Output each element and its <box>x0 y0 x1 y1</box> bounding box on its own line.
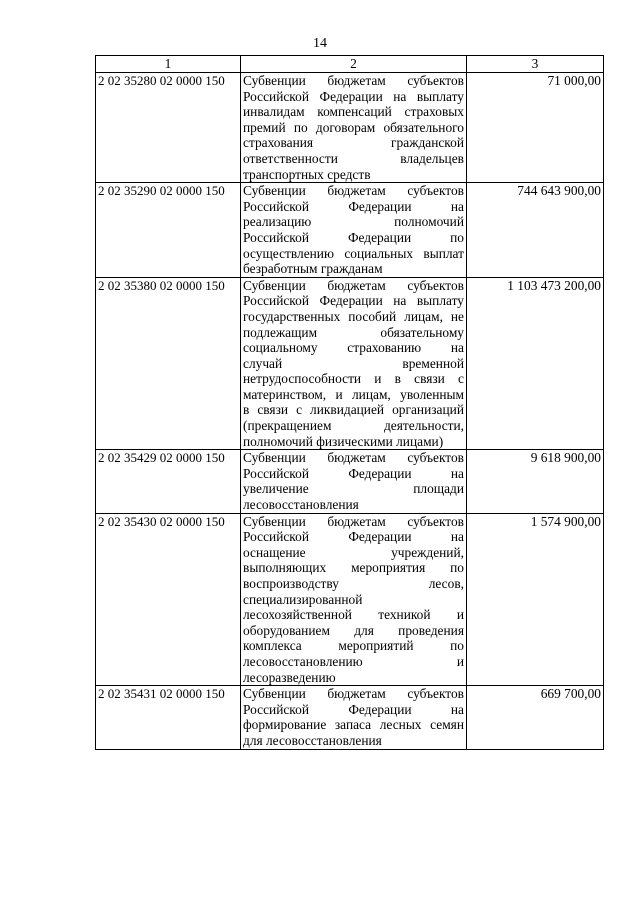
description-line: Российской Федерации на <box>243 529 464 545</box>
description-line: для лесовосстановления <box>243 732 382 748</box>
description-line: безработным гражданам <box>243 261 383 277</box>
description-cell <box>241 73 467 183</box>
description-line: Российской Федерации на <box>243 465 464 481</box>
description-line: (прекращением деятельности, <box>243 418 464 434</box>
table-row <box>96 277 604 450</box>
table-row <box>96 450 604 513</box>
description-line: лесовосстановлению и <box>243 653 464 669</box>
budget-code-cell: 2 02 35430 02 0000 150 <box>96 513 241 686</box>
amount-cell: 1 103 473 200,00 <box>467 277 604 450</box>
description-cell <box>241 450 467 513</box>
table-row <box>96 686 604 749</box>
description-line: формирование запаса лесных семян <box>243 717 464 733</box>
description-line: оборудованием для проведения <box>243 622 464 638</box>
description-line: Субвенции бюджетам субъектов <box>243 183 464 199</box>
description-cell <box>241 686 467 749</box>
description-line: нетрудоспособности и в связи с <box>243 371 464 387</box>
amount-cell: 71 000,00 <box>467 73 604 183</box>
description-line: Российской Федерации на выплату <box>243 293 464 309</box>
budget-code-cell: 2 02 35380 02 0000 150 <box>96 277 241 450</box>
description-line: специализированной <box>243 591 363 607</box>
amount-cell: 669 700,00 <box>467 686 604 749</box>
column-header-1: 1 <box>96 56 241 73</box>
description-line: лесовосстановления <box>243 497 359 513</box>
description-line: увеличение площади <box>243 481 464 497</box>
description-cell <box>241 183 467 278</box>
description-line: премий по договорам обязательного <box>243 119 464 135</box>
description-line: Субвенции бюджетам субъектов <box>243 450 464 466</box>
budget-code-cell: 2 02 35431 02 0000 150 <box>96 686 241 749</box>
description-line: материнством, и лицам, уволенным <box>243 386 464 402</box>
description-line: в связи с ликвидацией организаций <box>243 402 464 418</box>
amount-cell: 9 618 900,00 <box>467 450 604 513</box>
description-line: случай временной <box>243 355 464 371</box>
description-line: транспортных средств <box>243 166 371 182</box>
page-number: 14 <box>313 36 327 51</box>
description-line: подлежащим обязательному <box>243 324 464 340</box>
description-line: ответственности владельцев <box>243 150 464 166</box>
description-line: Субвенции бюджетам субъектов <box>243 513 464 529</box>
table-body <box>96 73 604 750</box>
description-line: комплекса мероприятий по <box>243 638 464 654</box>
budget-code-cell: 2 02 35290 02 0000 150 <box>96 183 241 278</box>
description-line: Российской Федерации на <box>243 701 464 717</box>
description-line: оснащение учреждений, <box>243 544 464 560</box>
description-line: Российской Федерации на <box>243 198 464 214</box>
description-line: полномочий физическими лицами) <box>243 433 444 449</box>
description-line: инвалидам компенсаций страховых <box>243 104 464 120</box>
amount-cell: 1 574 900,00 <box>467 513 604 686</box>
description-line: Субвенции бюджетам субъектов <box>243 686 464 702</box>
table-row <box>96 183 604 278</box>
description-line: выполняющих мероприятия по <box>243 560 464 576</box>
description-cell <box>241 277 467 450</box>
description-line: Российской Федерации по <box>243 229 464 245</box>
description-cell <box>241 513 467 686</box>
description-line: воспроизводству лесов, <box>243 576 464 591</box>
description-line: реализацию полномочий <box>243 214 464 230</box>
description-line: лесоразведению <box>243 669 336 685</box>
budget-code-cell: 2 02 35429 02 0000 150 <box>96 450 241 513</box>
column-header-2: 2 <box>241 56 467 73</box>
description-line: осуществлению социальных выплат <box>243 245 464 261</box>
description-line: лесохозяйственной техникой и <box>243 607 464 623</box>
description-line: Субвенции бюджетам субъектов <box>243 277 464 293</box>
description-line: Российской Федерации на выплату <box>243 88 464 104</box>
header-row <box>96 56 604 73</box>
description-line: Субвенции бюджетам субъектов <box>243 73 464 88</box>
column-header-3: 3 <box>467 56 604 73</box>
table-row <box>96 513 604 686</box>
budget-table <box>95 55 604 750</box>
budget-code-cell: 2 02 35280 02 0000 150 <box>96 73 241 183</box>
amount-cell: 744 643 900,00 <box>467 183 604 278</box>
description-line: государственных пособий лицам, не <box>243 308 464 324</box>
description-line: страхования гражданской <box>243 135 464 151</box>
description-line: социальному страхованию на <box>243 340 464 356</box>
table-row <box>96 73 604 183</box>
